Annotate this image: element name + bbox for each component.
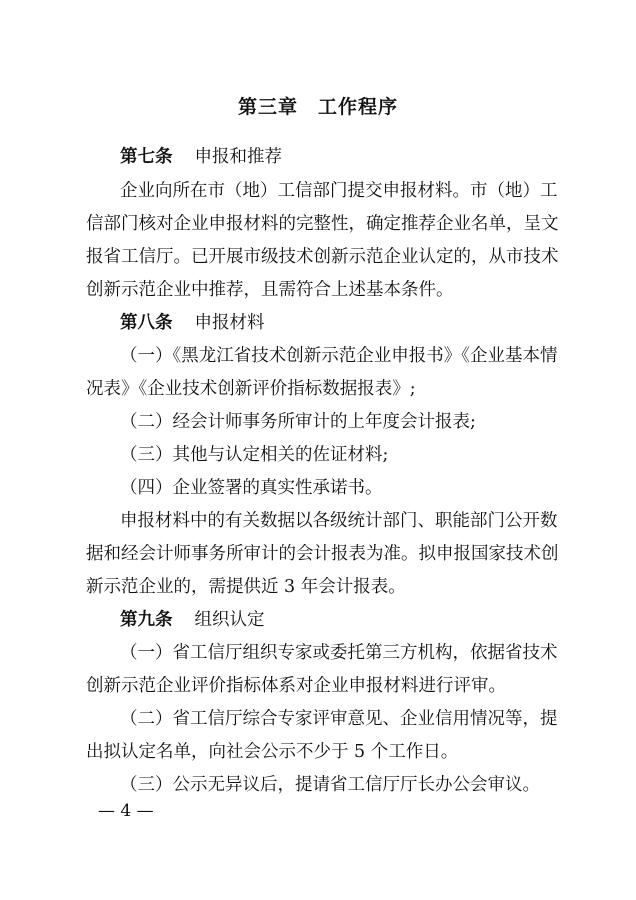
paragraph-line: （二）省工信厅综合专家评审意见、企业信用情况等，提 <box>120 709 558 729</box>
paragraph-line: 申报材料中的有关数据以各级统计部门、职能部门公开数 <box>120 511 558 531</box>
paragraph-line: （三）其他与认定相关的佐证材料; <box>120 445 389 465</box>
article-topic: 组织认定 <box>194 610 265 630</box>
article-topic: 申报材料 <box>194 313 265 333</box>
paragraph-line: 创新示范企业评价指标体系对企业申报材料进行评审。 <box>86 676 506 696</box>
paragraph-line: 新示范企业的，需提供近 3 年会计报表。 <box>86 577 406 597</box>
page-number: — 4 — <box>98 801 154 821</box>
paragraph-line: （三）公示无异议后，提请省工信厅厅长办公会审议。 <box>120 775 540 795</box>
article-label: 第九条 <box>120 610 173 630</box>
article-8-heading <box>120 312 265 334</box>
article-label: 第八条 <box>120 313 173 333</box>
chapter-title: 第三章 工作程序 <box>237 96 398 118</box>
paragraph-line: 出拟认定名单，向社会公示不少于 5 个工作日。 <box>86 742 459 762</box>
paragraph-line: （一）《黑龙江省技术创新示范企业申报书》《企业基本情 <box>120 346 558 366</box>
article-topic: 申报和推荐 <box>194 147 282 167</box>
paragraph-line: 报省工信厅。已开展市级技术创新示范企业认定的，从市技术 <box>86 247 559 267</box>
paragraph-line: （二）经会计师事务所审计的上年度会计报表; <box>120 412 476 432</box>
paragraph-line: 况表》《企业技术创新评价指标数据报表》; <box>86 379 416 399</box>
paragraph-line: （一）省工信厅组织专家或委托第三方机构，依据省技术 <box>120 643 558 663</box>
article-label: 第七条 <box>120 147 173 167</box>
paragraph-line: 信部门核对企业申报材料的完整性，确定推荐企业名单，呈文 <box>86 214 559 234</box>
article-7-heading <box>120 146 282 168</box>
article-9-heading <box>120 609 265 631</box>
paragraph-line: 企业向所在市（地）工信部门提交申报材料。市（地）工 <box>120 181 558 201</box>
paragraph-line: 创新示范企业中推荐，且需符合上述基本条件。 <box>86 280 454 300</box>
paragraph-line: （四）企业签署的真实性承诺书。 <box>120 478 383 498</box>
paragraph-line: 据和经会计师事务所审计的会计报表为准。拟申报国家技术创 <box>86 544 559 564</box>
